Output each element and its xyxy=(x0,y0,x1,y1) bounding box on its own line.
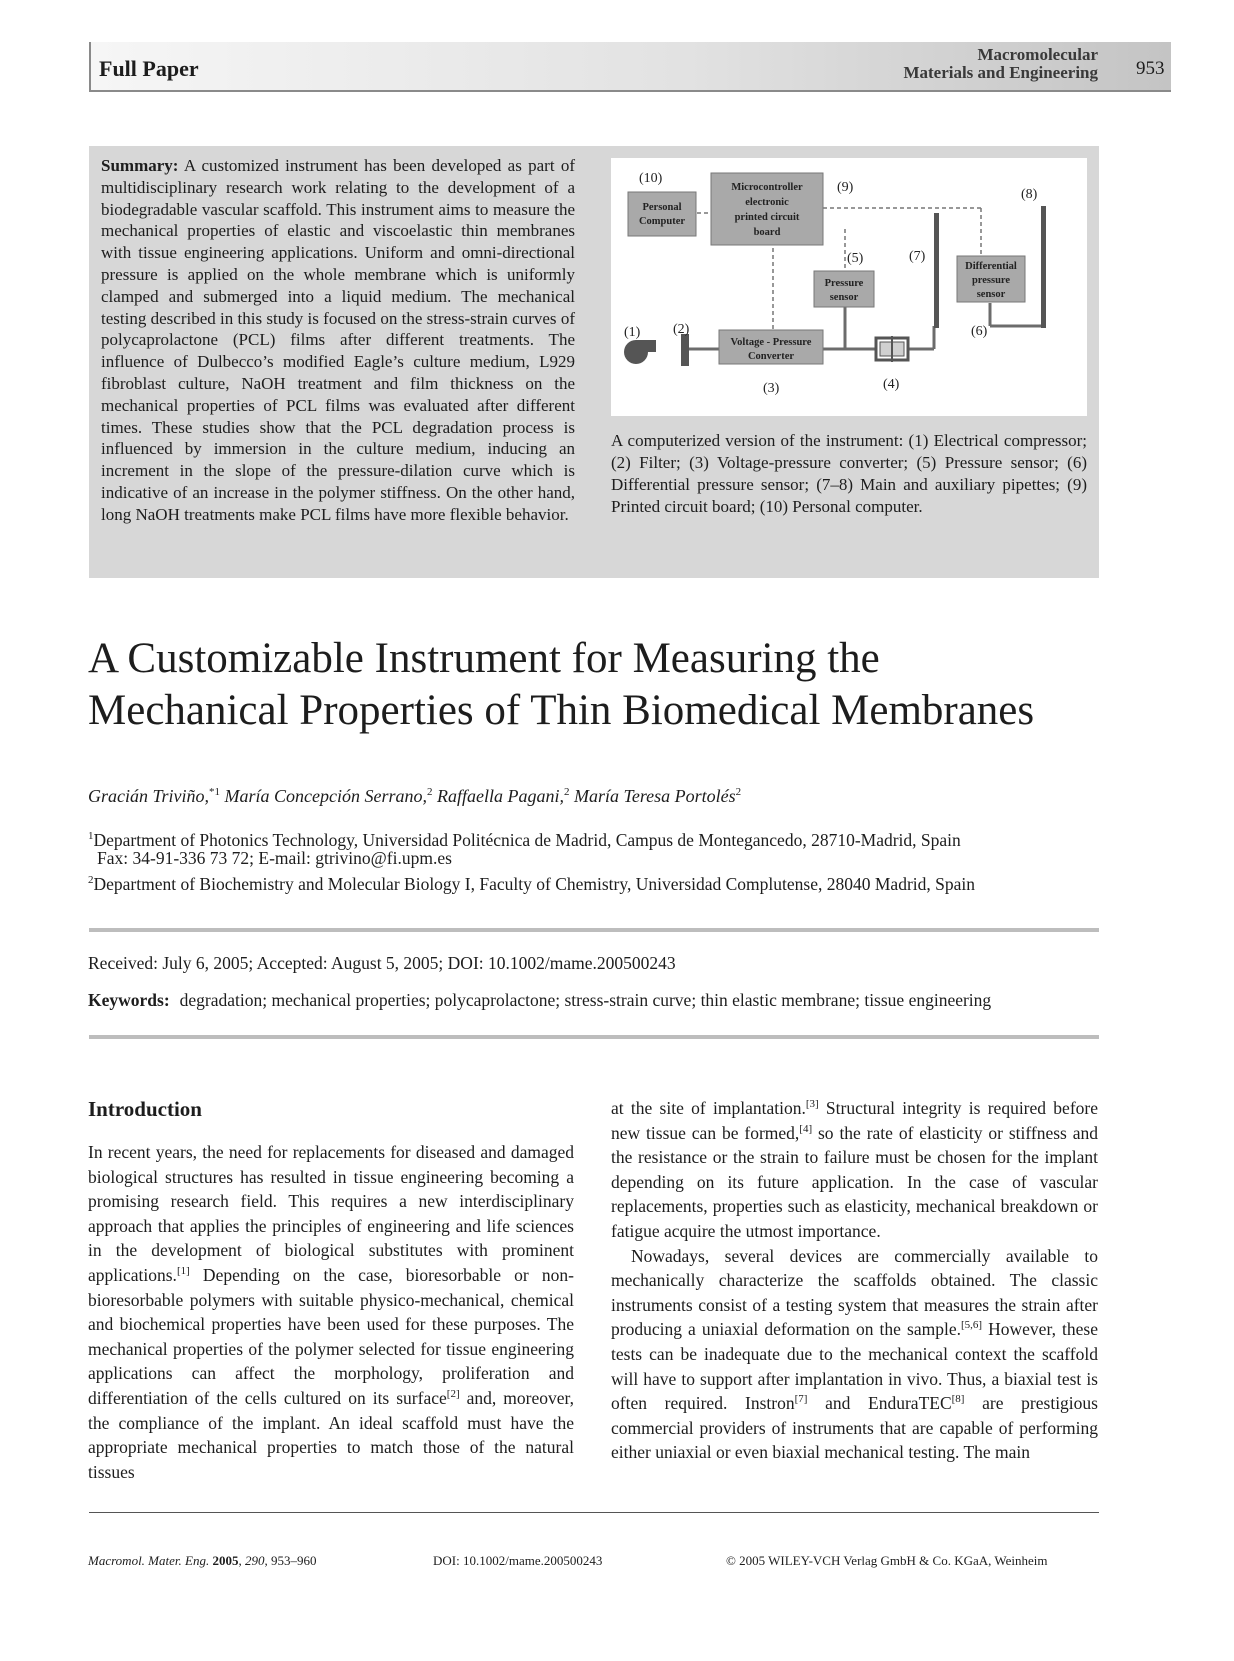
section-heading: Introduction xyxy=(88,1097,202,1121)
body-column-left xyxy=(88,1140,574,1484)
footer-volume: 290 xyxy=(244,1553,265,1568)
label-4: (4) xyxy=(883,377,900,392)
divider xyxy=(89,1035,1099,1039)
dps-label-2: pressure xyxy=(971,275,1011,286)
label-1: (1) xyxy=(624,325,641,340)
text-run: However, these tests can be inadequate due to the mechanical context the scaffold will have to support after implantation in vivo. Thus, a biaxial test is often required. Instron xyxy=(611,1319,1098,1414)
main-pipette-icon xyxy=(934,213,939,328)
label-5: (5) xyxy=(847,251,864,266)
paragraph xyxy=(611,1096,1098,1244)
ps-label-1: Pressure xyxy=(824,278,864,289)
journal-name-line1: Macromolecular xyxy=(977,45,1098,64)
affiliation-text: Department of Photonics Technology, Universidad Politécnica de Madrid, Campus de Montegancedo, 28710-Madrid, Spain xyxy=(93,829,961,850)
keywords xyxy=(88,990,991,1011)
text-run: are prestigious commercial providers of instruments that are capable of performing either uniaxial or even biaxial mechanical testing. The main xyxy=(611,1393,1098,1463)
paragraph xyxy=(88,1140,574,1484)
citation-ref: [2] xyxy=(446,1388,460,1401)
summary-body: A customized instrument has been developed as part of multidisciplinary research work relating to the development of a biodegradable vascular scaffold. This instrument aims to measure the mechanical properties of elastic and viscoelastic thin membranes with tissue engineering applications. Uniform and omni-directional pressure is applied on the whole membrane which is uniformly clamped and submerged into a liquid medium. The mechanical testing described in this study is focused on the stress-strain curves of polycaprolactone (PCL) films after different treatments. The influence of Dulbecco’s modified Eagle’s culture medium, L929 fibroblast culture, NaOH treatment and film thickness on the mechanical properties of PCL films was evaluated after different times. These studies show that the PCL degradation process is influenced by immersion in the culture medium, inducing an increment in the slope of the pressure-dilation curve which is indicative of an increase in the polymer stiffness. On the other hand, long NaOH treatments make PCL films have more flexible behavior. xyxy=(101,156,575,524)
author-name: Gracián Triviño, xyxy=(88,786,210,806)
mc-label-3: printed circuit xyxy=(734,212,800,223)
affiliation-2 xyxy=(88,869,975,895)
citation-ref: [4] xyxy=(799,1122,813,1135)
membrane-chamber-icon xyxy=(876,336,908,362)
footer-doi: DOI: 10.1002/mame.200500243 xyxy=(433,1553,603,1568)
mc-label-4: board xyxy=(753,227,781,238)
compressor-icon xyxy=(624,340,656,364)
footer-pages: , 953–960 xyxy=(264,1553,317,1568)
label-6: (6) xyxy=(971,324,988,339)
citation-ref: [7] xyxy=(794,1393,808,1406)
text-run: Depending on the case, bioresorbable or non-bioresorbable polymers with suitable physico-mechanical, chemical and biochemical properties have been used for these purposes. The mechanical properties of the polymer selected for tissue engineering applications can affect the morphology, proliferation and differentiation of the cells cultured on its surface xyxy=(88,1264,574,1408)
citation-ref: [3] xyxy=(805,1098,819,1111)
text-run: In recent years, the need for replacements for diseased and damaged biological structures has resulted in tissue engineering becoming a promising research field. This requires a new interdisciplinary approach that applies the principles of engineering and life sciences in the development of biological substitutes with prominent applications. xyxy=(88,1142,574,1285)
footer-copyright: © 2005 WILEY-VCH Verlag GmbH & Co. KGaA, Weinheim xyxy=(726,1553,1048,1568)
filter-icon xyxy=(681,334,689,366)
summary-label: Summary: xyxy=(101,156,179,175)
text-run: and, moreover, the compliance of the implant. An ideal scaffold must have the appropriate mechanical properties to match those of the natural tissues xyxy=(88,1387,574,1482)
paper-title xyxy=(88,633,1188,737)
label-7: (7) xyxy=(909,249,926,264)
divider xyxy=(89,928,1099,932)
affiliation-mark: 1 xyxy=(88,830,94,842)
ps-label-2: sensor xyxy=(829,292,859,303)
dps-label-1: Differential xyxy=(965,261,1017,272)
contact-info: Fax: 34-91-336 73 72; E-mail: gtrivino@fi.upm.es xyxy=(97,848,452,868)
summary-abstract xyxy=(101,155,575,526)
label-10: (10) xyxy=(639,171,663,186)
footer-year: 2005 xyxy=(212,1553,239,1568)
pc-label-1: Personal xyxy=(642,202,682,213)
body-column-right xyxy=(611,1096,1098,1465)
text-run: Nowadays, several devices are commercially available to mechanically characterize the scaffolds obtained. The classic instruments consist of a testing system that measures the strain after producing a uniaxial deformation on the sample. xyxy=(611,1245,1098,1340)
journal-name xyxy=(818,46,1098,82)
text-run: so the rate of elasticity or stiffness and the resistance or the strain to failure must be chosen for the implant depending on its future application. In the case of vascular replacements, properties such as elasticity, mechanical breakdown or fatigue acquire the utmost importance. xyxy=(611,1122,1098,1241)
affiliation-mark: 2 xyxy=(88,874,94,886)
personal-computer-box xyxy=(628,192,696,236)
pc-label-2: Computer xyxy=(638,216,686,227)
instrument-schematic xyxy=(611,158,1087,416)
author-mark: 2 xyxy=(427,786,433,798)
text-run: and EnduraTEC xyxy=(807,1393,952,1414)
footer-citation: Macromol. Mater. Eng. 2005, 290, 953–960 xyxy=(88,1553,317,1568)
author-mark: 2 xyxy=(735,786,742,798)
dps-label-3: sensor xyxy=(976,289,1006,300)
paper-title-line1: A Customizable Instrument for Measuring the xyxy=(88,635,880,682)
page-number: 953 xyxy=(1136,58,1165,79)
citation-ref: [8] xyxy=(951,1393,965,1406)
citation-ref: [5,6] xyxy=(960,1319,983,1332)
mc-label-2: electronic xyxy=(745,197,789,208)
paragraph xyxy=(611,1244,1098,1465)
vpc-label-1: Voltage - Pressure xyxy=(730,337,812,348)
author-mark: *1 xyxy=(209,786,221,798)
footer-divider xyxy=(89,1512,1099,1513)
label-8: (8) xyxy=(1021,187,1038,202)
keywords-label: Keywords: xyxy=(88,990,170,1010)
affiliation-text: Department of Biochemistry and Molecular Biology I, Faculty of Chemistry, Universidad Complutense, 28040 Madrid, Spain xyxy=(93,873,975,894)
keywords-list: degradation; mechanical properties; polycaprolactone; stress-strain curve; thin elastic membrane; tissue engineering xyxy=(179,990,992,1010)
label-2: (2) xyxy=(673,322,690,337)
author-mark: 2 xyxy=(563,786,570,798)
author-name: Raffaella Pagani, xyxy=(437,786,564,806)
footer-journal: Macromol. Mater. Eng. xyxy=(88,1553,210,1568)
text-run: Structural integrity is required before new tissue can be formed, xyxy=(611,1098,1098,1143)
author-list xyxy=(88,786,741,807)
journal-name-line2: Materials and Engineering xyxy=(903,63,1098,82)
author-name: María Teresa Portolés xyxy=(573,786,736,806)
mc-label-1: Microcontroller xyxy=(731,182,803,193)
label-3: (3) xyxy=(763,381,780,396)
figure-caption: A computerized version of the instrument: (1) Electrical compressor; (2) Filter; (3) Voltage-pressure converter; (5) Pressure sensor; (6) Differential pressure sensor; (7–8) Main and auxiliary pipettes; (9) Printed circuit board; (10) Personal computer. xyxy=(611,431,1087,516)
vpc-label-2: Converter xyxy=(747,351,795,362)
author-name: María Concepción Serrano, xyxy=(224,786,427,806)
paper-title-line2: Mechanical Properties of Thin Biomedical Membranes xyxy=(88,687,1035,734)
instrument-diagram xyxy=(611,158,1087,416)
label-9: (9) xyxy=(837,180,854,195)
text-run: at the site of implantation. xyxy=(611,1098,806,1118)
section-label: Full Paper xyxy=(99,56,199,81)
citation-ref: [1] xyxy=(176,1265,190,1278)
received-dates: Received: July 6, 2005; Accepted: August 5, 2005; DOI: 10.1002/mame.200500243 xyxy=(88,953,676,973)
auxiliary-pipette-icon xyxy=(1041,206,1046,328)
